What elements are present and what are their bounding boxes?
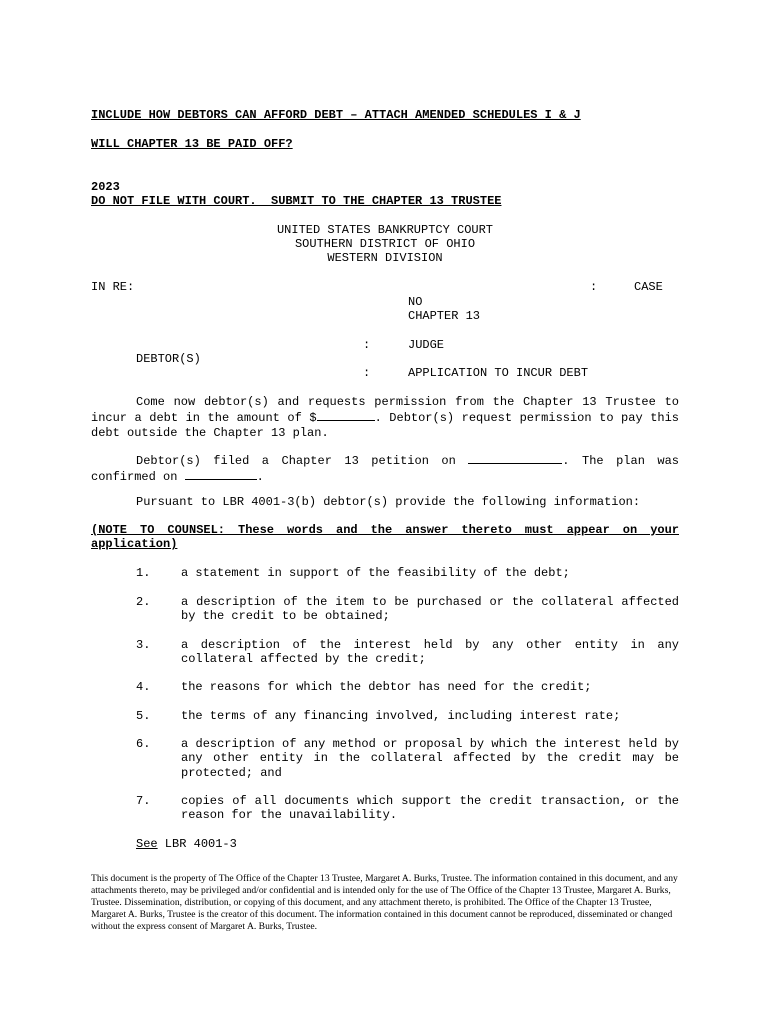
amount-blank[interactable] xyxy=(317,409,375,421)
list-item-number: 7. xyxy=(136,794,151,808)
request-text: Come now debtor(s) and requests permission from the Chapter 13 Trustee to incur a debt in the amount of $ xyxy=(91,395,679,426)
request-text-continued: . Debtor(s) request permission to pay this debt outside the Chapter 13 plan. xyxy=(91,411,679,440)
case-label: CASE xyxy=(634,280,663,294)
pursuant-paragraph: Pursuant to LBR 4001-3(b) debtor(s) provide the following information: xyxy=(136,495,641,509)
period: . xyxy=(256,470,264,485)
application-title: APPLICATION TO INCUR DEBT xyxy=(408,366,589,380)
debtors-label: DEBTOR(S) xyxy=(136,352,201,366)
see-word: See xyxy=(136,837,158,851)
year-label: 2023 xyxy=(91,180,120,194)
list-item-text: a description of any method or proposal by which the interest held by any other entity in the collateral affected by the credit may be protected; and xyxy=(181,737,679,780)
list-item-number: 5. xyxy=(136,709,151,723)
payoff-question: WILL CHAPTER 13 BE PAID OFF? xyxy=(91,137,293,151)
petition-date-blank[interactable] xyxy=(468,452,562,464)
judge-label: JUDGE xyxy=(408,338,445,352)
list-item-number: 2. xyxy=(136,595,151,609)
court-district: SOUTHERN DISTRICT OF OHIO xyxy=(294,237,476,251)
note-to-counsel: (NOTE TO COUNSEL: These words and the answer thereto must appear on your application) xyxy=(91,523,679,552)
rule-reference: LBR 4001-3 xyxy=(157,837,237,851)
do-not-file-notice: DO NOT FILE WITH COURT. SUBMIT TO THE CHAPTER 13 TRUSTEE xyxy=(91,194,502,208)
confirmed-text: . The plan was confirmed on xyxy=(91,454,679,485)
list-item-text: the reasons for which the debtor has need for the credit; xyxy=(181,680,592,694)
list-item-number: 1. xyxy=(136,566,151,580)
caption-colon: : xyxy=(363,366,371,380)
petition-paragraph xyxy=(91,452,679,485)
list-item-text: a description of the item to be purchased or the collateral affected by the credit to be obtained; xyxy=(181,595,679,624)
list-item-number: 3. xyxy=(136,638,151,652)
instruction-heading: INCLUDE HOW DEBTORS CAN AFFORD DEBT – ATTACH AMENDED SCHEDULES I & J xyxy=(91,108,581,122)
in-re-label: IN RE: xyxy=(91,280,135,294)
petition-text: Debtor(s) filed a Chapter 13 petition on xyxy=(136,454,469,468)
list-item-text: copies of all documents which support the credit transaction, or the reason for the unavailability. xyxy=(181,794,679,823)
list-item-text: a statement in support of the feasibility of the debt; xyxy=(181,566,570,580)
court-division: WESTERN DIVISION xyxy=(327,251,443,265)
chapter-label: CHAPTER 13 xyxy=(408,309,481,323)
request-paragraph xyxy=(91,395,679,440)
list-item-text: the terms of any financing involved, including interest rate; xyxy=(181,709,621,723)
see-reference xyxy=(136,837,237,851)
case-number-label: NO xyxy=(408,295,423,309)
confirmation-date-blank[interactable] xyxy=(185,468,257,480)
caption-colon: : xyxy=(363,338,371,352)
list-item-number: 4. xyxy=(136,680,151,694)
list-item-number: 6. xyxy=(136,737,151,751)
list-item-text: a description of the interest held by any other entity in any collateral affected by the credit; xyxy=(181,638,679,667)
confidentiality-footer: This document is the property of The Office of the Chapter 13 Trustee, Margaret A. Burks, Trustee. The information contained in this document, and any attachments thereto, may be privileged and/or confidential and is intended only for the use of The Office of the Chapter 13 Trustee, Margaret A. Burks, Trustee. Dissemination, distribution, or copying of this document, and any attachment thereto, is prohibited. The Office of the Chapter 13 Trustee, Margaret A. Burks, Trustee is the creator of this document. The information contained in this document cannot be reproduced, disseminated or changed without the express consent of Margaret A. Burks, Trustee. xyxy=(91,873,678,932)
court-name: UNITED STATES BANKRUPTCY COURT xyxy=(276,223,494,237)
caption-colon: : xyxy=(590,280,598,294)
